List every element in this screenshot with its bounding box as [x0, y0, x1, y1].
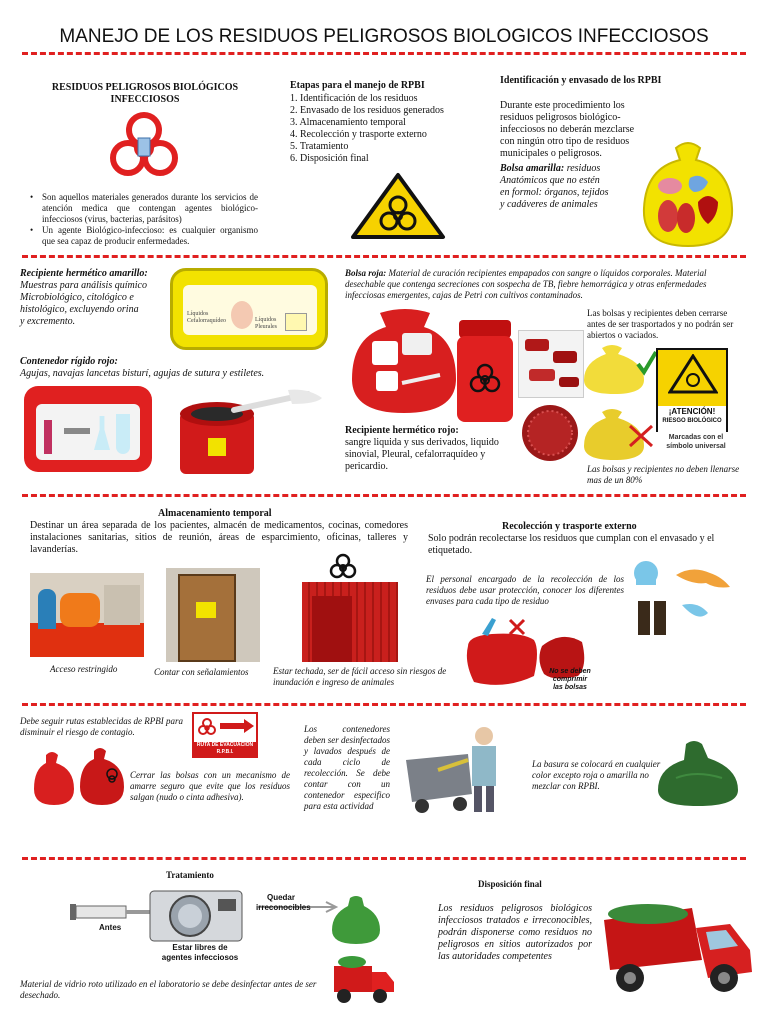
unrecognizable-caption: Quedar irreconocibles: [256, 893, 311, 912]
divider: [22, 255, 746, 258]
ident-text: Durante este procedimiento los residuos peligrosos biológico-infecciosos no deberán mezclarse con ningún otro tipo de residuos municipales o peligrosos.: [500, 100, 635, 159]
caption-signage: Contar con señalamientos: [154, 667, 249, 677]
yellow-bag-label: Bolsa amarilla:: [500, 163, 565, 174]
infection-free-caption: Estar libres de agentes infecciosos: [161, 943, 239, 962]
blood-samples-image: [518, 330, 584, 398]
protective-gear-image: [622, 557, 734, 639]
red-hermetic-text: Recipiente hermético rojo: sangre liquida y sus derivados, liquido sinovial, Pleural, cefalorraquídeo y pericardio.: [345, 425, 517, 473]
syringe-image: [70, 898, 154, 924]
yellow-container-image: Líquidos Cefalorraquídeo Líquidos Pleurales: [170, 268, 328, 350]
divider: [22, 703, 746, 706]
signage-photo: [166, 568, 260, 662]
red-bag-label: Bolsa roja:: [345, 268, 387, 278]
red-rigid-case-image: [24, 386, 152, 472]
final-disposal-text: Los residuos peligrosos biológicos infecciosos tratados e irreconocibles, podrán disponerse como residuos no peligrosos en sitios autorizados por las autoridades competentes: [438, 903, 592, 962]
red-sharps-container-image: [178, 386, 328, 476]
divider: [22, 494, 746, 497]
red-hermetic-label: Recipiente hermético rojo:: [345, 425, 459, 436]
restricted-access-photo: [30, 573, 144, 657]
collection-staff-text: El personal encargado de la recolección de los residuos debe usar protección, conocer los diferentes envases para cada tipo de residuo: [426, 574, 624, 606]
close-bags-mechanism-text: Cerrar las bolsas con un mecanismo de amarre seguro que evite que los residuos salgan (nudo o cinta adhesiva).: [130, 770, 290, 802]
divider: [22, 52, 746, 55]
section-heading-rpbi: RESIDUOS PELIGROSOS BIOLÓGICOS INFECCIOSOS: [51, 82, 239, 105]
yellow-bag-check-image: [582, 340, 658, 396]
list-item: • Un agente Biológico-infeccioso: es cualquier organismo que sea capaz de producir enfermedades.: [30, 225, 258, 247]
list-item: 6. Disposición final: [290, 153, 369, 164]
trash-color-text: La basura se colocará en cualquier color excepto roja o amarilla no mezclar con RPBI.: [532, 759, 661, 791]
stages-list: [290, 93, 490, 165]
petri-dish-image: [520, 402, 580, 464]
collection-heading: Recolección y trasporte externo: [502, 521, 637, 532]
sign-risk: RIESGO BIOLÓGICO: [662, 418, 722, 424]
no-compress-caption: No se deben comprimir las bolsas: [549, 668, 591, 691]
storage-heading: Almacenamiento temporal: [158, 508, 272, 519]
autoclave-image: [148, 889, 244, 943]
yellow-bag-organs-image: [638, 138, 738, 250]
red-jar-image: [455, 318, 515, 424]
list-item: • Son aquellos materiales generados durante los servicios de atención medica que contengan agentes biológico-infecciosos (virus, bacterias, parásitos): [30, 192, 258, 225]
biohazard-sign: [656, 348, 728, 432]
tied-red-bags-image: [32, 745, 132, 809]
close-bags-text: Las bolsas y recipientes deben cerrarse antes de ser trasportados y no podrán ser abiertos o vaciados.: [587, 308, 734, 340]
caption-restricted: Acceso restringido: [50, 664, 118, 674]
treated-green-bag-image: [332, 894, 382, 948]
route-sign-label: RUTA DE EVACUACIÓN R.P.B.I.: [194, 742, 256, 756]
caption-roofed: Estar techada, ser de fácil acceso sin riesgos de inundación e ingreso de animales: [273, 666, 447, 687]
treatment-heading: Tratamiento: [166, 870, 214, 880]
yellow-container-text: Recipiente hermético amarillo: Muestras para análisis químico Microbiológico, citológico e histológico, excluyendo orina y excremento.: [20, 268, 170, 328]
list-item: 4. Recolección y trasporte externo: [290, 129, 427, 140]
roofed-storage-photo: [302, 552, 398, 662]
sign-attention: ¡ATENCIÓN!: [668, 407, 716, 416]
page-title: MANEJO DE LOS RESIDUOS PELIGROSOS BIOLOGICOS INFECCIOSOS: [59, 26, 709, 47]
collection-text: Solo podrán recolectarse los residuos que cumplan con el envasado y el etiquetado.: [428, 533, 715, 556]
ident-heading: Identificación y envasado de los RPBI: [500, 75, 662, 86]
yellow-bag-cross-image: [582, 404, 658, 462]
yellow-container-label: Recipiente hermético amarillo:: [20, 268, 148, 279]
containers-wash-text: Los contenedores deben ser desinfectados y lavados después de cada ciclo de recolección. Se debe contar con un contenedor especifico para esta actividad: [304, 724, 390, 811]
final-disposal-heading: Disposición final: [478, 879, 542, 889]
evacuation-route-sign: [192, 712, 258, 758]
red-bag-image: [350, 305, 460, 415]
red-truck-small-image: [330, 950, 396, 1006]
before-label: Antes: [99, 923, 122, 932]
list-item: 2. Envasado de los residuos generados: [290, 105, 444, 116]
storage-text: Destinar un área separada de los pacientes, almacén de medicamentos, cocinas, comedores instalaciones sanitarias, sitios de reunión, áreas de esparcimiento, oficinas, talleres y lavanderías.: [30, 520, 408, 555]
green-bag-image: [656, 738, 742, 808]
divider: [22, 857, 746, 860]
biohazard-icon: [108, 112, 180, 184]
broken-glass-text: Material de vidrio roto utilizado en el laboratorio se debe desinfectar antes de ser desechado.: [20, 979, 317, 1000]
container-washing-image: [402, 720, 522, 816]
rigid-container-text: Contenedor rígido rojo: Agujas, navajas lancetas bisturí, agujas de sutura y estiletes.: [20, 356, 320, 380]
definition-list: [30, 192, 258, 247]
list-item: 5. Tratamiento: [290, 141, 349, 152]
stages-heading: Etapas para el manejo de RPBI: [290, 80, 425, 91]
routes-text: Debe seguir rutas establecidas de RPBI para disminuir el riesgo de contagio.: [20, 716, 183, 737]
universal-symbol-caption: Marcadas con el símbolo universal: [666, 434, 726, 450]
red-truck-large-image: [596, 892, 754, 996]
fill-limit-text: Las bolsas y recipientes no deben llenarse mas de un 80%: [587, 464, 740, 485]
red-bag-text: Bolsa roja: Material de curación recipientes empapados con sangre o líquidos corporales. Material desechable que contenga secreciones con sospecha de TB, fiebre hemorrágica y otras enfermedades infecciosas emergentes, cajas de Petri con cultivos contaminados.: [345, 268, 707, 300]
list-item: 3. Almacenamiento temporal: [290, 117, 406, 128]
list-item: 1. Identificación de los residuos: [290, 93, 418, 104]
rigid-container-label: Contenedor rígido rojo:: [20, 356, 118, 367]
biohazard-warning-icon: [350, 172, 446, 240]
yellow-bag-text: Bolsa amarilla: residuos Anatómicos que no estén en formol: órganos, tejidos y cadáveres de animales: [500, 163, 609, 210]
